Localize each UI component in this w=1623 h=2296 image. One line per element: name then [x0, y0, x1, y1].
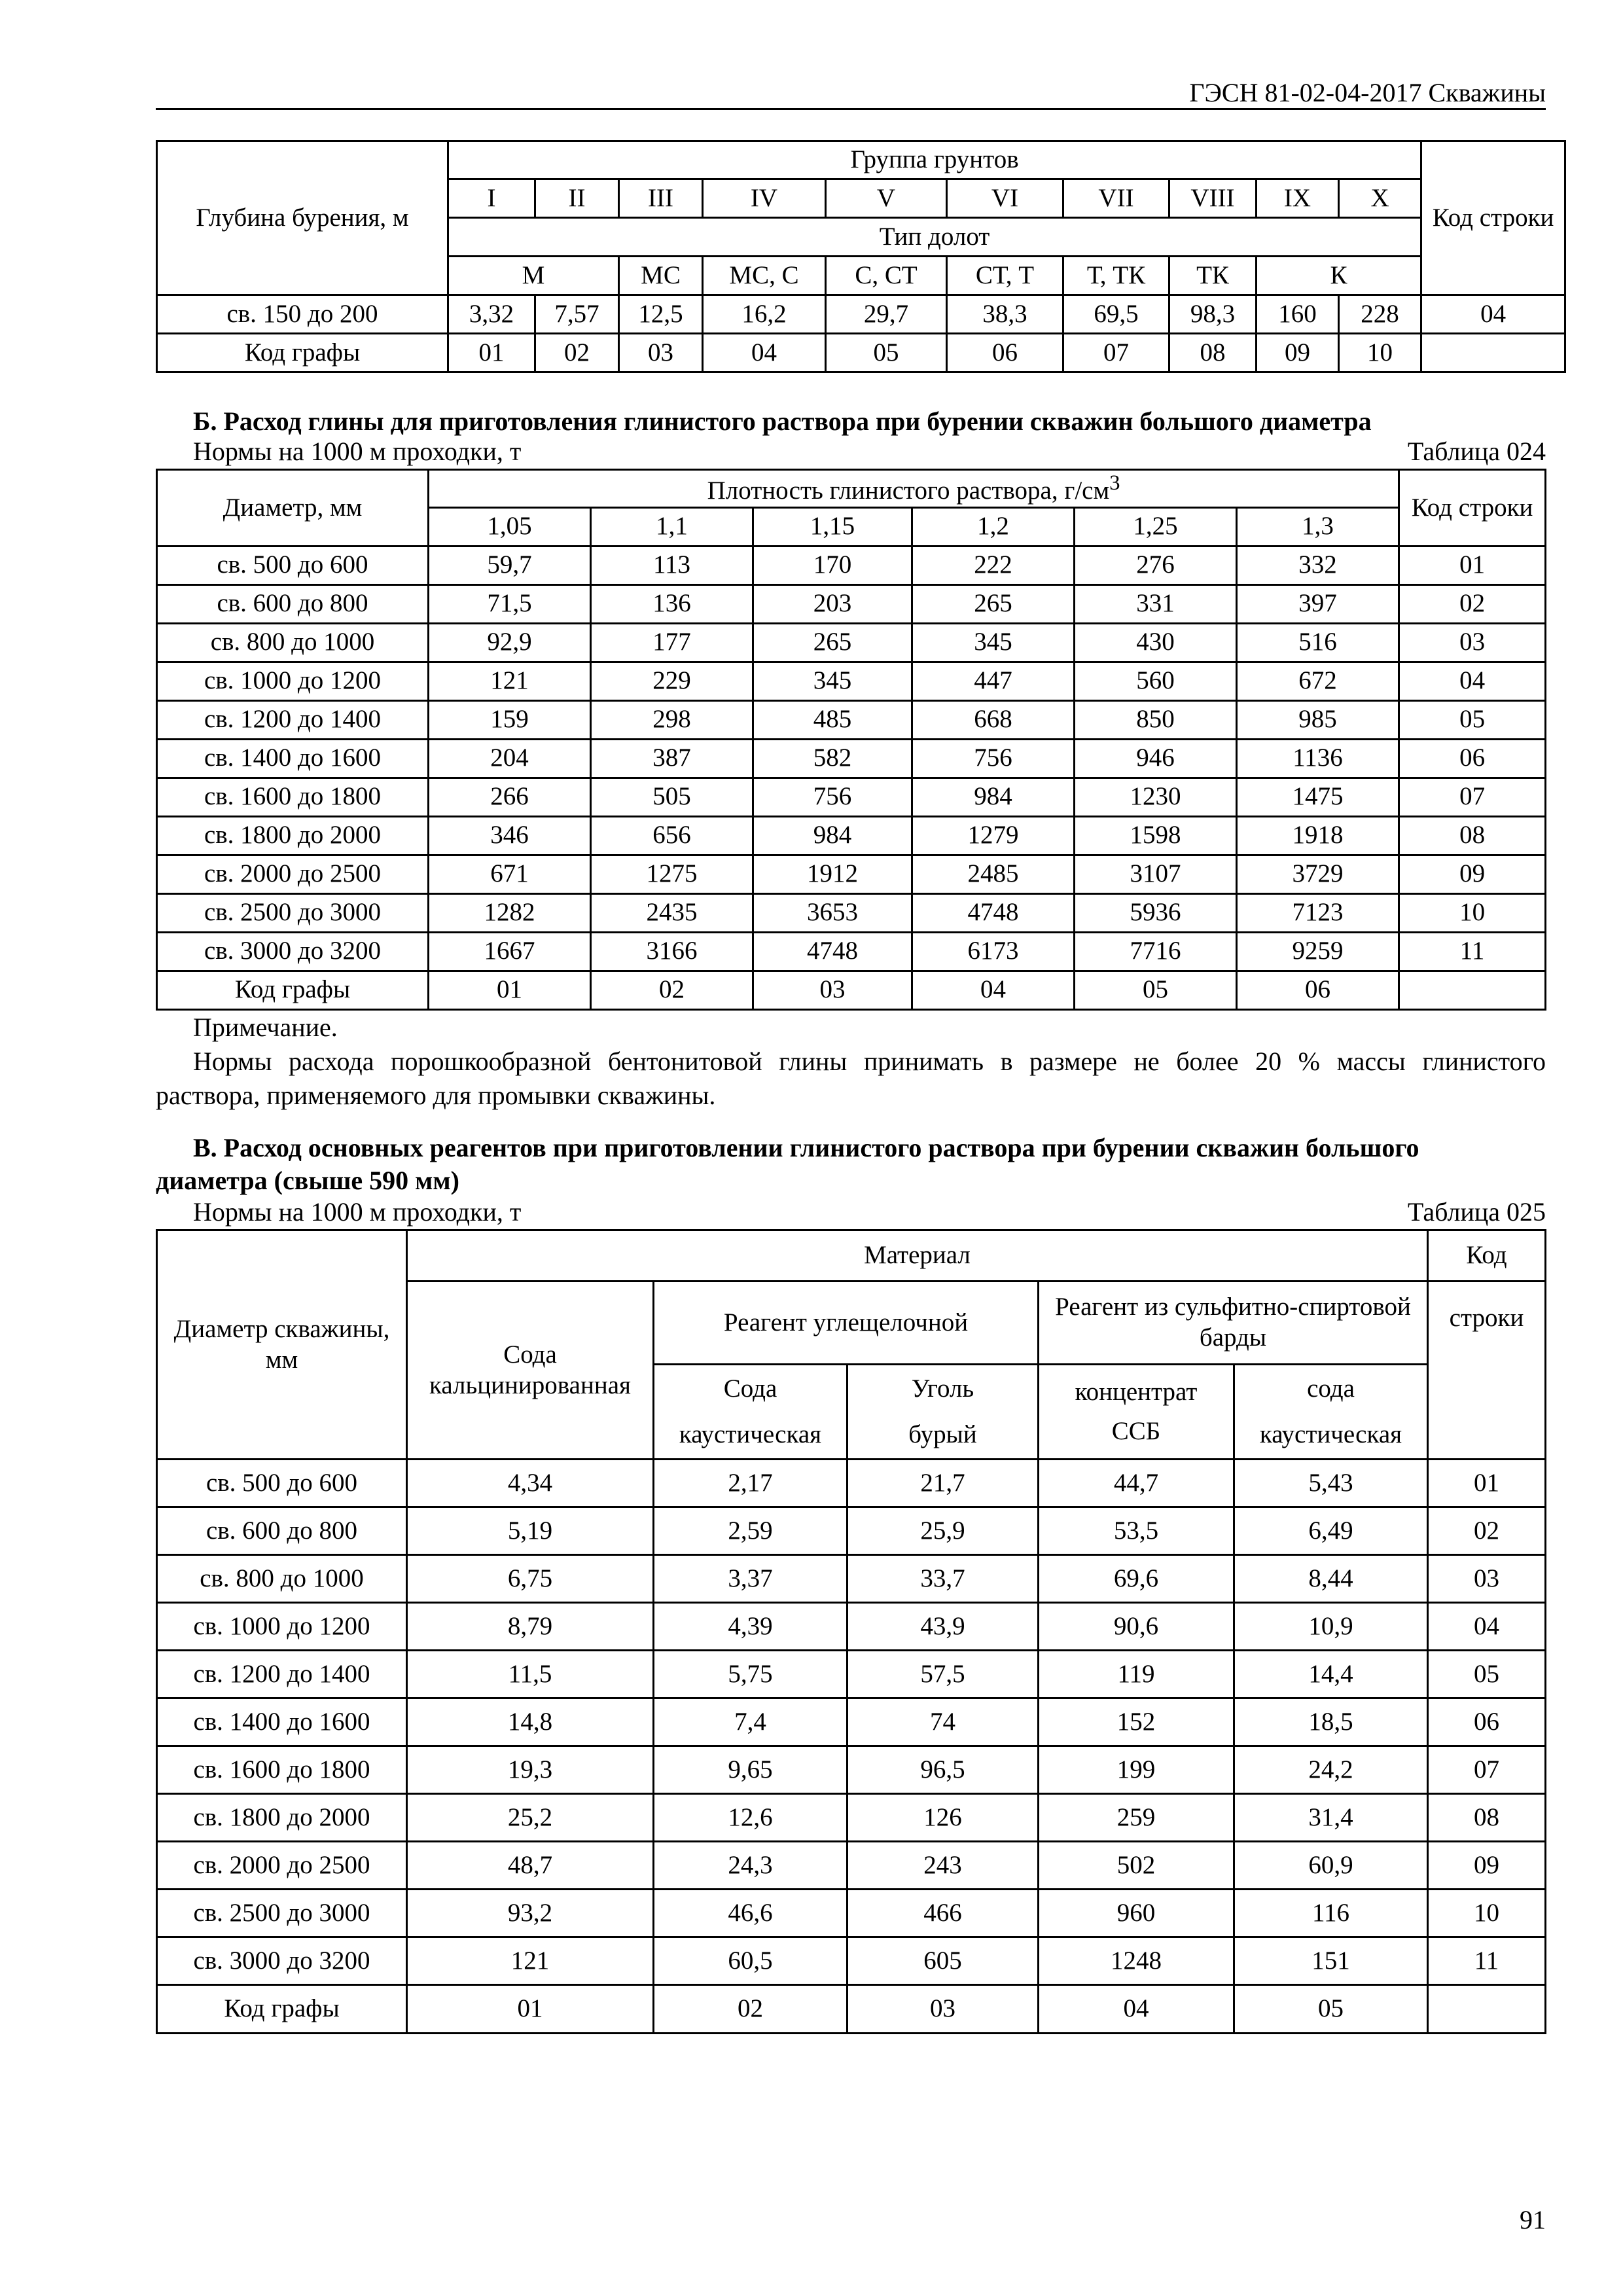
value-cell: 505 — [591, 778, 753, 816]
soda-ash-header: Сода кальцинированная — [407, 1282, 654, 1460]
value-cell: 71,5 — [429, 584, 591, 623]
value-cell: 93,2 — [407, 1890, 654, 1937]
value-cell: 560 — [1075, 662, 1237, 700]
row-label: Код графы — [157, 971, 429, 1009]
diameter-header: Диаметр, мм — [157, 470, 429, 547]
sulfite-reagent-header: Реагент из сульфитно-спиртовой барды — [1039, 1282, 1428, 1365]
table-row — [157, 816, 1546, 855]
row-label: св. 1000 до 1200 — [157, 662, 429, 700]
value-cell: 331 — [1075, 584, 1237, 623]
empty-cell — [1421, 334, 1565, 372]
row-label: св. 1200 до 1400 — [157, 700, 429, 739]
value-cell: 6,75 — [407, 1555, 654, 1603]
row-label: св. 1800 до 2000 — [157, 1794, 407, 1842]
row-code: 07 — [1399, 778, 1546, 816]
value-cell: 265 — [912, 584, 1075, 623]
value-cell: 57,5 — [847, 1651, 1039, 1698]
caustic-soda-2-header: сода каустическая — [1234, 1365, 1428, 1460]
value-cell: 11,5 — [407, 1651, 654, 1698]
row-code: 01 — [1428, 1460, 1546, 1507]
row-label: Код графы — [157, 334, 448, 372]
value-cell: 60,9 — [1234, 1842, 1428, 1890]
row-label: св. 1400 до 1600 — [157, 739, 429, 778]
value-cell: 4748 — [753, 932, 912, 971]
table-row — [157, 778, 1546, 816]
table-row — [157, 1698, 1546, 1746]
note-line-2: раствора, применяемого для промывки скважины. — [156, 1081, 716, 1110]
value-cell: 222 — [912, 546, 1075, 584]
ssb-concentrate-header: концентрат ССБ — [1039, 1365, 1234, 1460]
value-cell: 12,6 — [654, 1794, 847, 1842]
section-c-title-line-1: В. Расход основных реагентов при приготовлении глинистого раствора при бурении скважин большого — [193, 1133, 1419, 1162]
depth-header: Глубина бурения, м — [157, 141, 448, 295]
row-label: св. 1600 до 1800 — [157, 778, 429, 816]
bit-type-header: Тип долот — [448, 218, 1421, 257]
table-row — [157, 1603, 1546, 1651]
value-cell: 4748 — [912, 893, 1075, 932]
row-code: 07 — [1428, 1746, 1546, 1794]
value-cell: 29,7 — [826, 295, 947, 334]
row-code: 04 — [1428, 1603, 1546, 1651]
bit-cell: К — [1257, 257, 1421, 295]
row-code: 10 — [1428, 1890, 1546, 1937]
value-cell: 8,79 — [407, 1603, 654, 1651]
group-cell: IX — [1257, 179, 1339, 218]
column-code: 02 — [535, 334, 619, 372]
value-cell: 960 — [1039, 1890, 1234, 1937]
table-024-number: Таблица 024 — [1407, 437, 1546, 466]
value-cell: 92,9 — [429, 623, 591, 662]
column-code: 09 — [1257, 334, 1339, 372]
value-cell: 31,4 — [1234, 1794, 1428, 1842]
value-cell: 756 — [753, 778, 912, 816]
value-cell: 159 — [429, 700, 591, 739]
density-header: Плотность глинистого раствора, $г/см^3$ — [429, 470, 1399, 508]
row-label: св. 500 до 600 — [157, 546, 429, 584]
value-cell: 43,9 — [847, 1603, 1039, 1651]
column-code: 10 — [1339, 334, 1421, 372]
column-code: 05 — [1075, 971, 1237, 1009]
row-label: св. 2500 до 3000 — [157, 893, 429, 932]
column-code: 05 — [1234, 1985, 1428, 2034]
density-cell: 1,15 — [753, 507, 912, 546]
value-cell: 656 — [591, 816, 753, 855]
bit-cell: МС — [619, 257, 703, 295]
row-code: 05 — [1428, 1651, 1546, 1698]
row-label: Код графы — [157, 1985, 407, 2034]
row-code: 11 — [1428, 1937, 1546, 1985]
column-code: 03 — [847, 1985, 1039, 2034]
running-header: ГЭСН 81-02-04-2017 Скважины — [1189, 78, 1546, 107]
table-row — [157, 1651, 1546, 1698]
header-rule — [156, 108, 1546, 110]
bit-cell: М — [448, 257, 619, 295]
row-code: 08 — [1428, 1794, 1546, 1842]
table-row — [157, 584, 1546, 623]
column-code: 04 — [703, 334, 826, 372]
value-cell: 119 — [1039, 1651, 1234, 1698]
value-cell: 2485 — [912, 855, 1075, 893]
material-header: Материал — [407, 1230, 1428, 1282]
value-cell: 170 — [753, 546, 912, 584]
group-cell: IV — [703, 179, 826, 218]
column-code: 03 — [753, 971, 912, 1009]
column-code: 06 — [1237, 971, 1399, 1009]
table-row — [157, 1794, 1546, 1842]
value-cell: 5,43 — [1234, 1460, 1428, 1507]
row-code: 03 — [1428, 1555, 1546, 1603]
column-code: 07 — [1063, 334, 1169, 372]
value-cell: 5,19 — [407, 1507, 654, 1555]
row-code: 08 — [1399, 816, 1546, 855]
column-code: 03 — [619, 334, 703, 372]
value-cell: 582 — [753, 739, 912, 778]
table-row — [157, 295, 1565, 334]
value-cell: 298 — [591, 700, 753, 739]
row-code: 09 — [1399, 855, 1546, 893]
value-cell: 3107 — [1075, 855, 1237, 893]
brown-coal-header: Уголь бурый — [847, 1365, 1039, 1460]
section-b-norms: Нормы на 1000 м проходки, т — [193, 437, 522, 466]
table-row — [157, 623, 1546, 662]
value-cell: 5,75 — [654, 1651, 847, 1698]
row-code-header: Код строки — [1399, 470, 1546, 547]
value-cell: 14,4 — [1234, 1651, 1428, 1698]
row-code-header-bottom: строки — [1428, 1282, 1546, 1460]
value-cell: 605 — [847, 1937, 1039, 1985]
section-c-title-line-2: диаметра (свыше 590 мм) — [156, 1166, 459, 1195]
value-cell: 4,39 — [654, 1603, 847, 1651]
table-row — [157, 1890, 1546, 1937]
row-label: св. 1000 до 1200 — [157, 1603, 407, 1651]
value-cell: 1136 — [1237, 739, 1399, 778]
value-cell: 447 — [912, 662, 1075, 700]
value-cell: 228 — [1339, 295, 1421, 334]
value-cell: 160 — [1257, 295, 1339, 334]
row-label: св. 3000 до 3200 — [157, 932, 429, 971]
value-cell: 60,5 — [654, 1937, 847, 1985]
column-code-row — [157, 334, 1565, 372]
column-code: 06 — [947, 334, 1063, 372]
value-cell: 53,5 — [1039, 1507, 1234, 1555]
value-cell: 387 — [591, 739, 753, 778]
value-cell: 946 — [1075, 739, 1237, 778]
value-cell: 516 — [1237, 623, 1399, 662]
row-label: св. 500 до 600 — [157, 1460, 407, 1507]
value-cell: 466 — [847, 1890, 1039, 1937]
value-cell: 1475 — [1237, 778, 1399, 816]
table-row — [157, 1937, 1546, 1985]
row-code: 06 — [1428, 1698, 1546, 1746]
page-number: 91 — [1520, 2205, 1546, 2234]
section-c-norms: Нормы на 1000 м проходки, т — [193, 1197, 522, 1227]
column-code: 05 — [826, 334, 947, 372]
value-cell: 16,2 — [703, 295, 826, 334]
value-cell: 850 — [1075, 700, 1237, 739]
value-cell: 151 — [1234, 1937, 1428, 1985]
row-label: св. 800 до 1000 — [157, 1555, 407, 1603]
value-cell: 4,34 — [407, 1460, 654, 1507]
row-code: 11 — [1399, 932, 1546, 971]
value-cell: 1918 — [1237, 816, 1399, 855]
value-cell: 485 — [753, 700, 912, 739]
row-label: св. 800 до 1000 — [157, 623, 429, 662]
group-cell: I — [448, 179, 535, 218]
table-row — [157, 1507, 1546, 1555]
column-code: 02 — [654, 1985, 847, 2034]
value-cell: 7,4 — [654, 1698, 847, 1746]
value-cell: 90,6 — [1039, 1603, 1234, 1651]
value-cell: 259 — [1039, 1794, 1234, 1842]
value-cell: 74 — [847, 1698, 1039, 1746]
note-line-1: Нормы расхода порошкообразной бентонитовой глины принимать в размере не более 20 % массы глинистого — [193, 1047, 1546, 1076]
table-row — [157, 932, 1546, 971]
group-cell: II — [535, 179, 619, 218]
value-cell: 756 — [912, 739, 1075, 778]
density-cell: 1,05 — [429, 507, 591, 546]
row-code: 04 — [1421, 295, 1565, 334]
row-label: св. 600 до 800 — [157, 1507, 407, 1555]
row-code: 05 — [1399, 700, 1546, 739]
value-cell: 672 — [1237, 662, 1399, 700]
row-label: св. 1800 до 2000 — [157, 816, 429, 855]
value-cell: 276 — [1075, 546, 1237, 584]
column-code: 01 — [448, 334, 535, 372]
value-cell: 671 — [429, 855, 591, 893]
value-cell: 1275 — [591, 855, 753, 893]
row-label: св. 2000 до 2500 — [157, 1842, 407, 1890]
group-cell: VIII — [1169, 179, 1257, 218]
value-cell: 33,7 — [847, 1555, 1039, 1603]
value-cell: 397 — [1237, 584, 1399, 623]
row-label: св. 2500 до 3000 — [157, 1890, 407, 1937]
value-cell: 203 — [753, 584, 912, 623]
value-cell: 69,6 — [1039, 1555, 1234, 1603]
value-cell: 1230 — [1075, 778, 1237, 816]
value-cell: 984 — [753, 816, 912, 855]
value-cell: 1912 — [753, 855, 912, 893]
value-cell: 6173 — [912, 932, 1075, 971]
value-cell: 44,7 — [1039, 1460, 1234, 1507]
note-block — [156, 1011, 1546, 1113]
value-cell: 8,44 — [1234, 1555, 1428, 1603]
row-label: св. 600 до 800 — [157, 584, 429, 623]
value-cell: 10,9 — [1234, 1603, 1428, 1651]
row-code: 04 — [1399, 662, 1546, 700]
row-code: 02 — [1399, 584, 1546, 623]
table-row — [157, 1746, 1546, 1794]
caustic-soda-header: Сода каустическая — [654, 1365, 847, 1460]
table-025-number: Таблица 025 — [1407, 1197, 1546, 1227]
table-row — [157, 893, 1546, 932]
bit-cell: СТ, Т — [947, 257, 1063, 295]
value-cell: 668 — [912, 700, 1075, 739]
group-cell: VII — [1063, 179, 1169, 218]
table-row — [157, 1555, 1546, 1603]
table-024 — [156, 469, 1546, 1011]
value-cell: 152 — [1039, 1698, 1234, 1746]
value-cell: 24,2 — [1234, 1746, 1428, 1794]
value-cell: 1598 — [1075, 816, 1237, 855]
value-cell: 5936 — [1075, 893, 1237, 932]
column-code: 01 — [407, 1985, 654, 2034]
value-cell: 7716 — [1075, 932, 1237, 971]
value-cell: 121 — [407, 1937, 654, 1985]
value-cell: 3729 — [1237, 855, 1399, 893]
density-cell: 1,2 — [912, 507, 1075, 546]
well-diameter-header: Диаметр скважины, мм — [157, 1230, 407, 1460]
group-cell: V — [826, 179, 947, 218]
empty-cell — [1399, 971, 1546, 1009]
value-cell: 2,59 — [654, 1507, 847, 1555]
value-cell: 985 — [1237, 700, 1399, 739]
row-code: 06 — [1399, 739, 1546, 778]
value-cell: 1282 — [429, 893, 591, 932]
value-cell: 9,65 — [654, 1746, 847, 1794]
row-label: св. 3000 до 3200 — [157, 1937, 407, 1985]
soil-group-header: Группа грунтов — [448, 141, 1421, 179]
value-cell: 9259 — [1237, 932, 1399, 971]
table-row — [157, 1842, 1546, 1890]
table-row — [157, 662, 1546, 700]
row-label: св. 150 до 200 — [157, 295, 448, 334]
bit-cell: С, СТ — [826, 257, 947, 295]
value-cell: 25,9 — [847, 1507, 1039, 1555]
value-cell: 345 — [753, 662, 912, 700]
note-title: Примечание. — [193, 1013, 338, 1042]
value-cell: 3,32 — [448, 295, 535, 334]
value-cell: 502 — [1039, 1842, 1234, 1890]
row-label: св. 1200 до 1400 — [157, 1651, 407, 1698]
value-cell: 1667 — [429, 932, 591, 971]
value-cell: 121 — [429, 662, 591, 700]
value-cell: 1248 — [1039, 1937, 1234, 1985]
row-label: св. 1600 до 1800 — [157, 1746, 407, 1794]
value-cell: 48,7 — [407, 1842, 654, 1890]
density-cell: 1,1 — [591, 507, 753, 546]
value-cell: 14,8 — [407, 1698, 654, 1746]
value-cell: 3653 — [753, 893, 912, 932]
empty-cell — [1428, 1985, 1546, 2034]
table-024-body — [157, 546, 1546, 971]
value-cell: 265 — [753, 623, 912, 662]
column-code: 04 — [912, 971, 1075, 1009]
value-cell: 21,7 — [847, 1460, 1039, 1507]
value-cell: 46,6 — [654, 1890, 847, 1937]
value-cell: 243 — [847, 1842, 1039, 1890]
table-row — [157, 546, 1546, 584]
bit-cell: ТК — [1169, 257, 1257, 295]
value-cell: 19,3 — [407, 1746, 654, 1794]
group-cell: VI — [947, 179, 1063, 218]
table-row — [157, 739, 1546, 778]
value-cell: 98,3 — [1169, 295, 1257, 334]
value-cell: 332 — [1237, 546, 1399, 584]
value-cell: 7123 — [1237, 893, 1399, 932]
value-cell: 18,5 — [1234, 1698, 1428, 1746]
table-row — [157, 1460, 1546, 1507]
row-code: 03 — [1399, 623, 1546, 662]
value-cell: 113 — [591, 546, 753, 584]
value-cell: 430 — [1075, 623, 1237, 662]
alkaline-reagent-header: Реагент углещелочной — [654, 1282, 1039, 1365]
value-cell: 24,3 — [654, 1842, 847, 1890]
value-cell: 345 — [912, 623, 1075, 662]
column-code-row — [157, 1985, 1546, 2034]
value-cell: 12,5 — [619, 295, 703, 334]
value-cell: 38,3 — [947, 295, 1063, 334]
row-code: 02 — [1428, 1507, 1546, 1555]
value-cell: 25,2 — [407, 1794, 654, 1842]
column-code: 02 — [591, 971, 753, 1009]
table-soil-groups — [156, 140, 1566, 373]
column-code: 04 — [1039, 1985, 1234, 2034]
section-b-title: Б. Расход глины для приготовления глинистого раствора при бурении скважин большого диаметра — [193, 406, 1372, 436]
value-cell: 7,57 — [535, 295, 619, 334]
row-code-header: Код строки — [1421, 141, 1565, 295]
value-cell: 3166 — [591, 932, 753, 971]
value-cell: 6,49 — [1234, 1507, 1428, 1555]
bit-cell: Т, ТК — [1063, 257, 1169, 295]
row-code: 01 — [1399, 546, 1546, 584]
value-cell: 2435 — [591, 893, 753, 932]
value-cell: 96,5 — [847, 1746, 1039, 1794]
bit-cell: МС, С — [703, 257, 826, 295]
table-025 — [156, 1229, 1546, 2034]
row-code: 10 — [1399, 893, 1546, 932]
value-cell: 346 — [429, 816, 591, 855]
row-label: св. 1400 до 1600 — [157, 1698, 407, 1746]
row-label: св. 2000 до 2500 — [157, 855, 429, 893]
value-cell: 199 — [1039, 1746, 1234, 1794]
value-cell: 266 — [429, 778, 591, 816]
value-cell: 177 — [591, 623, 753, 662]
value-cell: 69,5 — [1063, 295, 1169, 334]
value-cell: 116 — [1234, 1890, 1428, 1937]
value-cell: 136 — [591, 584, 753, 623]
value-cell: 2,17 — [654, 1460, 847, 1507]
value-cell: 229 — [591, 662, 753, 700]
density-cell: 1,25 — [1075, 507, 1237, 546]
value-cell: 126 — [847, 1794, 1039, 1842]
column-code-row — [157, 971, 1546, 1009]
row-code-header-top: Код — [1428, 1230, 1546, 1282]
value-cell: 984 — [912, 778, 1075, 816]
table-row — [157, 700, 1546, 739]
value-cell: 1279 — [912, 816, 1075, 855]
table-025-body — [157, 1460, 1546, 1985]
value-cell: 59,7 — [429, 546, 591, 584]
row-code: 09 — [1428, 1842, 1546, 1890]
group-cell: X — [1339, 179, 1421, 218]
value-cell: 3,37 — [654, 1555, 847, 1603]
table-row — [157, 855, 1546, 893]
density-cell: 1,3 — [1237, 507, 1399, 546]
group-cell: III — [619, 179, 703, 218]
column-code: 08 — [1169, 334, 1257, 372]
column-code: 01 — [429, 971, 591, 1009]
value-cell: 204 — [429, 739, 591, 778]
